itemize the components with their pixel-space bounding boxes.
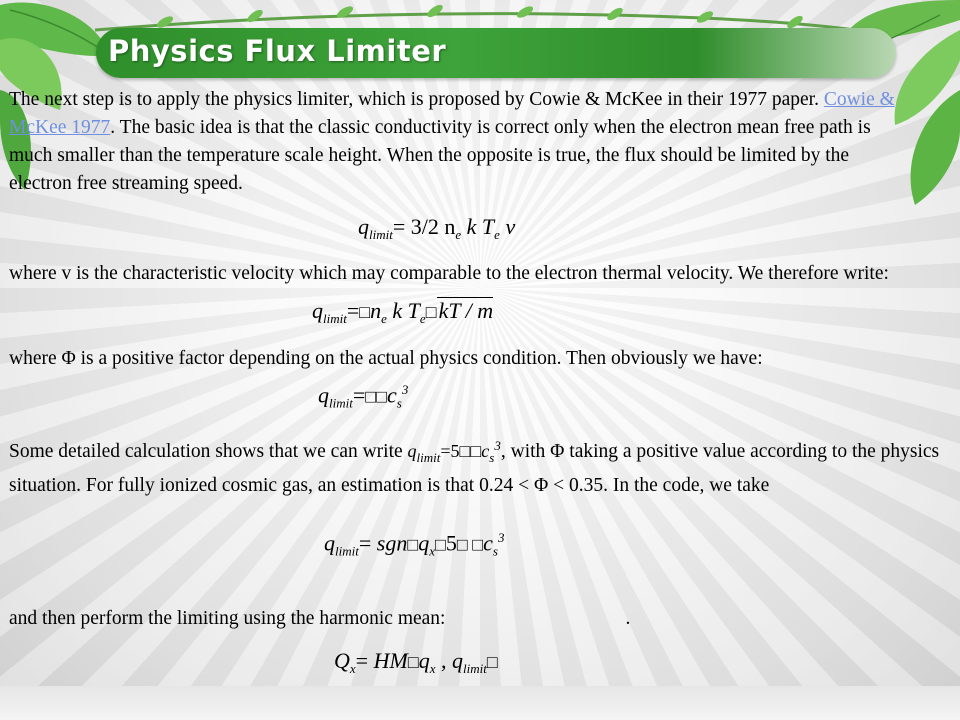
equation-3: $q_{limit}=□□c_s^3$: [318, 382, 409, 411]
intro-text-1: The next step is to apply the physics limiter, which is proposed by Cowie & McKee in their 1977 paper.: [9, 89, 824, 110]
calculation-text-1: Some detailed calculation shows that we can write: [9, 441, 403, 462]
equation-2: $q_{limit}=□n_e$ k $T_e□kT$ / m: [312, 298, 494, 326]
harmonic-text: and then perform the limiting using the harmonic mean:: [9, 608, 446, 629]
paragraph-intro: [9, 86, 904, 198]
equation-inline: $q_{limit}=5□□c_s^3$: [407, 438, 501, 465]
bottom-band: [0, 686, 960, 720]
equation-5: $q_{limit}=$ $sgn□q_x□5□$ $□c_s^3$: [324, 530, 505, 559]
intro-text-2: . The basic idea is that the classic conductivity is correct only when the electron mean free path is much smaller than the temperature scale height. When the opposite is true, the flux should be limited by the electron free streaming speed.: [9, 117, 871, 194]
calculation-text-2: , with Φ taking a positive value according to the physics situation. For fully ionized cosmic gas, an estimation is that 0.24 < Φ < 0.35. In the code, we take: [9, 441, 940, 496]
equation-6: $Q_x=$ $HM□q_x$ , $q_{limit}□$: [334, 648, 498, 676]
paragraph-harmonic: [9, 605, 749, 633]
paragraph-calculation: [9, 432, 949, 500]
equation-1: $q_{limit}= 3/2$ $n_e$ k $T_e$ v: [358, 214, 516, 242]
paragraph-phi: where Φ is a positive factor depending on the actual physics condition. Then obviously we have:: [9, 348, 763, 369]
reference-link[interactable]: Cowie & McKee 1977: [9, 89, 895, 138]
paragraph-velocity: where v is the characteristic velocity which may comparable to the electron thermal velocity. We therefore write:: [9, 263, 889, 284]
slide-title: Physics Flux Limiter: [108, 34, 447, 68]
harmonic-end: .: [625, 608, 631, 629]
